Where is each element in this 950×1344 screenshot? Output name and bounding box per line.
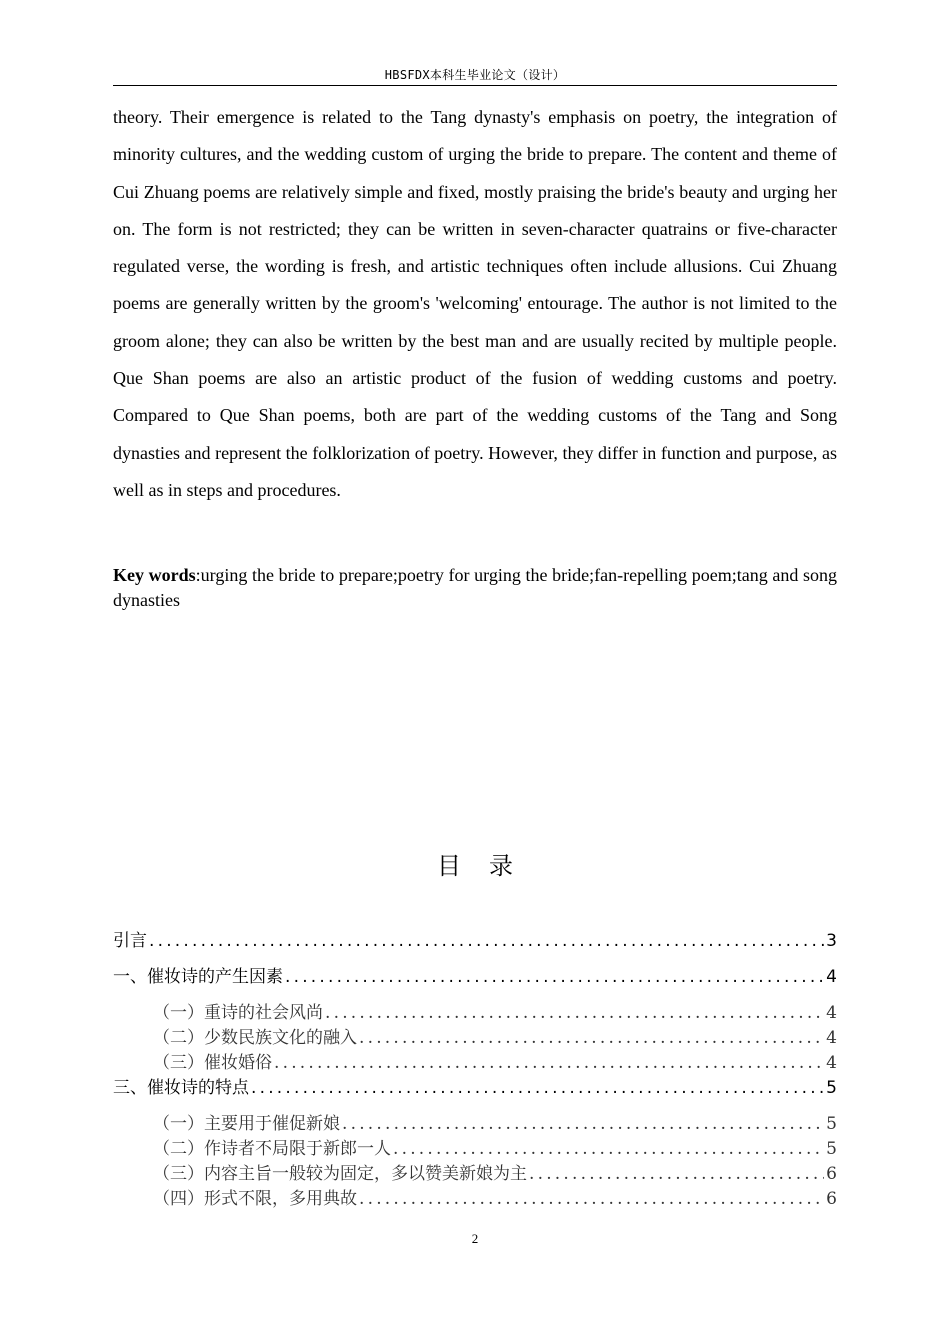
toc-entry-number: （二） (153, 1139, 204, 1158)
toc-leader-dots (393, 1139, 824, 1158)
toc-leader-dots (342, 1114, 824, 1133)
toc-entry-number: （一） (153, 1114, 204, 1133)
toc-entry-text: 少数民族文化的融入 (204, 1028, 357, 1047)
toc-entry[interactable] (113, 962, 837, 986)
toc-entry-text: 引言 (113, 931, 147, 950)
keywords-label: Key words (113, 565, 196, 585)
toc-entry-number: 三、 (113, 1078, 147, 1097)
toc-entry-text: 催妆婚俗 (204, 1053, 272, 1072)
toc-entry[interactable] (113, 1073, 837, 1097)
toc-leader-dots (325, 1003, 824, 1022)
toc-entry[interactable] (113, 1134, 837, 1158)
toc-title-char-2: 录 (489, 852, 513, 880)
page-header: HBSFDX本科生毕业论文（设计） (384, 68, 566, 82)
toc-entry-text: 重诗的社会风尚 (204, 1003, 323, 1022)
toc-entry-page: 6 (826, 1164, 837, 1183)
toc-title (113, 846, 837, 881)
toc-leader-dots (529, 1164, 824, 1183)
header-rule (113, 85, 837, 86)
toc-entry-page: 4 (826, 967, 837, 986)
toc-entry[interactable] (113, 998, 837, 1022)
toc-leader-dots (251, 1078, 824, 1097)
toc-entry-page: 4 (826, 1003, 837, 1022)
toc-entry[interactable] (113, 1184, 837, 1208)
toc-entry[interactable] (113, 1109, 837, 1133)
toc-entry-number: （二） (153, 1028, 204, 1047)
toc-leader-dots (359, 1189, 824, 1208)
toc-entry-number: （一） (153, 1003, 204, 1022)
toc-entry-number: （三） (153, 1164, 204, 1183)
toc-entry[interactable] (113, 1048, 837, 1072)
toc-entry-page: 5 (826, 1114, 837, 1133)
toc-entry-page: 3 (826, 931, 837, 950)
keywords-paragraph (113, 563, 837, 613)
toc-entry-page: 6 (826, 1189, 837, 1208)
toc-entry-text: 形式不限，多用典故 (204, 1189, 357, 1208)
toc-leader-dots (285, 967, 824, 986)
toc-entry-page: 5 (826, 1078, 837, 1097)
toc-entry-text: 作诗者不局限于新郎一人 (204, 1139, 391, 1158)
toc-leader-dots (274, 1053, 824, 1072)
toc-entry-number: （三） (153, 1053, 204, 1072)
page-number: 2 (471, 1231, 479, 1246)
toc-entry-text: 内容主旨一般较为固定，多以赞美新娘为主 (204, 1164, 527, 1183)
toc-leader-dots (359, 1028, 824, 1047)
keywords-text: :urging the bride to prepare;poetry for urging the bride;fan-repelling poem;tang and song dynasties (113, 565, 837, 610)
abstract-paragraph: theory. Their emergence is related to the Tang dynasty's emphasis on poetry, the integration of minority cultures, and the wedding custom of urging the bride to prepare. The content and theme of Cui Zhuang poems are relatively simple and fixed, mostly praising the bride's beauty and urging her on. The form is not restricted; they can be written in seven-character quatrains or five-character regulated verse, the wording is fresh, and artistic techniques often include allusions. Cui Zhuang poems are generally written by the groom's 'welcoming' entourage. The author is not limited to the groom alone; they can also be written by the best man and are usually recited by multiple people. Que Shan poems are also an artistic product of the fusion of wedding customs and poetry. Compared to Que Shan poems, both are part of the wedding customs of the Tang and Song dynasties and represent the folklorization of poetry. However, they differ in function and purpose, as well as in steps and procedures. (113, 107, 837, 500)
toc-leader-dots (149, 931, 824, 950)
toc-entry[interactable] (113, 1159, 837, 1183)
toc-entry[interactable] (113, 926, 837, 950)
toc-title-char-1: 目 (437, 852, 461, 880)
toc-entry-text: 催妆诗的特点 (147, 1078, 249, 1097)
toc-entry-page: 4 (826, 1053, 837, 1072)
toc-entry-page: 5 (826, 1139, 837, 1158)
toc-entry-page: 4 (826, 1028, 837, 1047)
toc-entry[interactable] (113, 1023, 837, 1047)
toc-entry-text: 主要用于催促新娘 (204, 1114, 340, 1133)
toc-entry-number: 一、 (113, 967, 147, 986)
toc-entry-text: 催妆诗的产生因素 (147, 967, 283, 986)
toc-entry-number: （四） (153, 1189, 204, 1208)
